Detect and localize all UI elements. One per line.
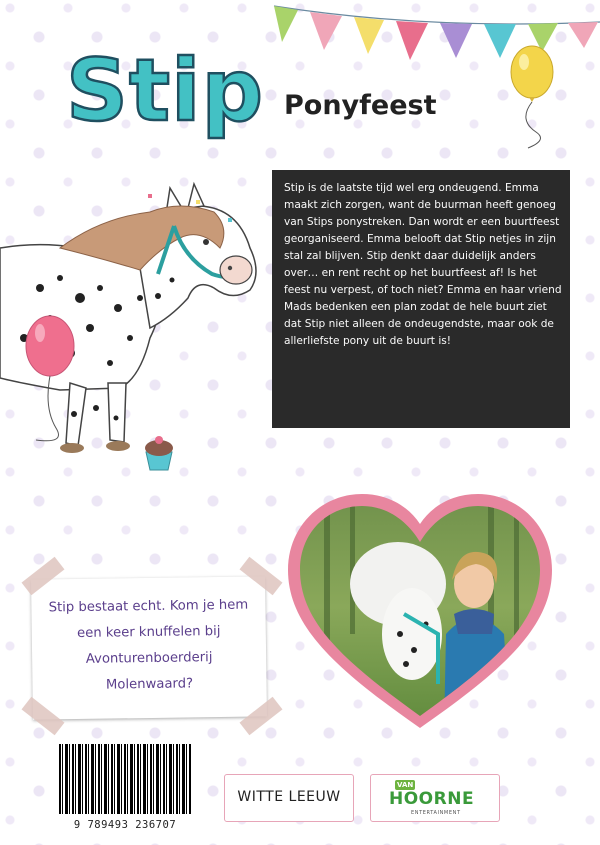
van-hoorne-name: HOORNE xyxy=(389,789,475,809)
isbn-barcode xyxy=(54,742,196,838)
girl-and-pony-photo xyxy=(288,484,552,730)
info-note-text: Stip bestaat echt. Kom je hem een keer knuffelen bij Avonturenboerderij Molenwaard? xyxy=(48,597,249,693)
van-hoorne-subtitle: ENTERTAINMENT xyxy=(411,810,461,816)
bunting-flag xyxy=(310,12,342,50)
van-hoorne-logo xyxy=(370,774,500,822)
witte-leeuw-logo xyxy=(224,774,354,822)
bunting-flag xyxy=(354,17,384,54)
bunting-flag xyxy=(440,23,472,58)
witte-leeuw-text: WITTE LEEUW xyxy=(237,789,341,805)
book-subtitle: Ponyfeest xyxy=(284,90,437,121)
yellow-balloon xyxy=(488,40,568,150)
book-title: Stip xyxy=(66,41,265,141)
barcode-bars xyxy=(59,744,191,814)
pony-illustration xyxy=(0,178,272,478)
heart-photo-frame xyxy=(288,484,552,730)
van-hoorne-prefix: VAN xyxy=(397,781,414,789)
bunting-flag xyxy=(274,6,298,42)
bunting-flag xyxy=(396,21,428,60)
bunting-flag xyxy=(568,22,598,48)
info-note-card xyxy=(31,576,267,719)
isbn-number: 9 789493 236707 xyxy=(73,819,177,831)
back-cover-blurb: Stip is de laatste tijd wel erg ondeugend. Emma maakt zich zorgen, want de buurman heeft genoeg van Stips ponystreken. Dan wordt er een buurtfeest georganiseerd. Emma belooft dat Stip netjes in zijn stal zal blijven. Stip denkt daar duidelijk anders over… en rent recht op het buurtfeest af! Is het feest nu verpest, of toch niet? Emma en haar vriend Mads bedenken een plan zodat de hele buurt ziet dat Stip niet alleen de ondeugendste, maar ook de allerliefste pony uit de buurt is! xyxy=(284,182,562,348)
